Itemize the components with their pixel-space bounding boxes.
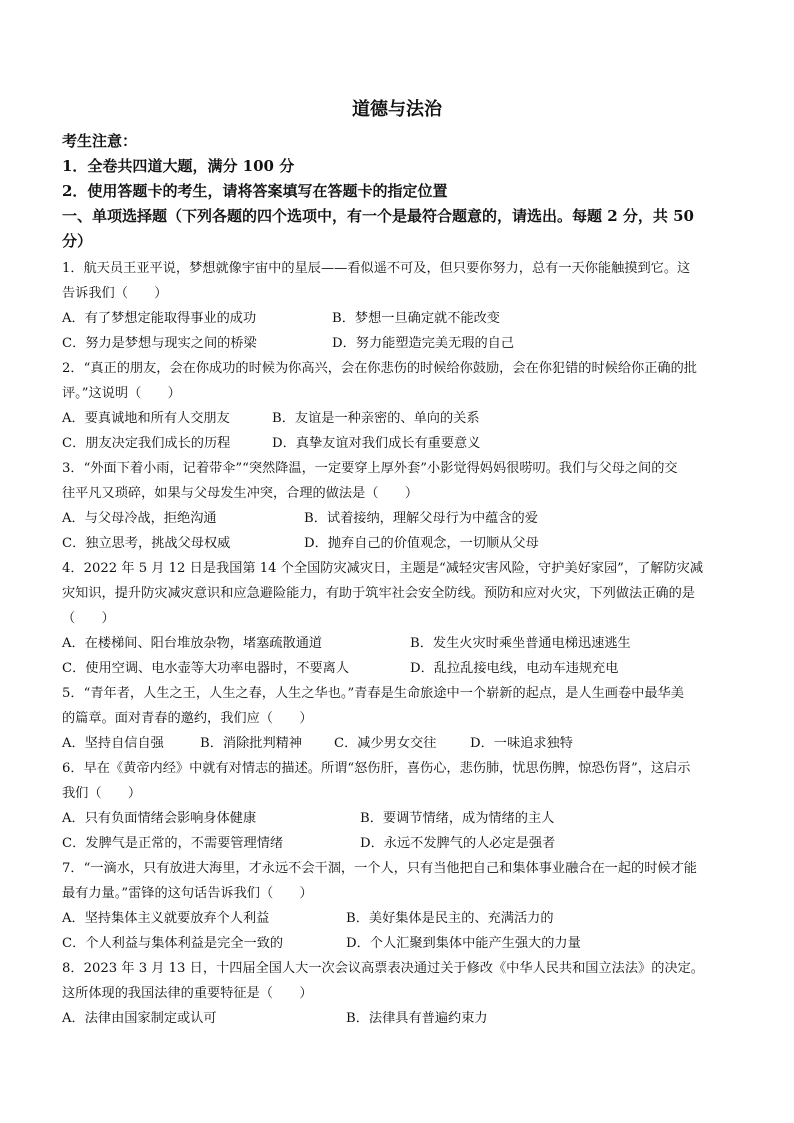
question-text: 告诉我们（ ） [62, 286, 168, 301]
option-c[interactable]: C．个人利益与集体利益是完全一致的 [62, 936, 284, 951]
question-text: 4．2022 年 5 月 12 日是我国第 14 个全国防灾减灾日，主题是“减轻灾害风险，守护美好家园”，了解防灾减 [62, 561, 704, 576]
notice-item-2: 2．使用答题卡的考生，请将答案填写在答题卡的指定位置 [62, 182, 448, 200]
question-text: 灾知识，提升防灾减灾意识和应急避险能力，有助于筑牢社会安全防线。预防和应对火灾，下列做法正确的是 [62, 586, 695, 601]
option-c[interactable]: C．使用空调、电水壶等大功率电器时，不要离人 [62, 661, 350, 676]
question-text: 7．“一滴水，只有放进大海里，才永远不会干涸，一个人，只有当他把自己和集体事业融合在一起的时候才能 [62, 861, 697, 876]
question-text: 往平凡又琐碎，如果与父母发生冲突，合理的做法是（ ） [62, 486, 419, 501]
question-6 [62, 756, 738, 856]
question-text: 的篇章。面对青春的邀约，我们应（ ） [62, 711, 313, 726]
question-text: 2．“真正的朋友，会在你成功的时候为你高兴，会在你悲伤的时候给你鼓励，会在你犯错的时候给你正确的批 [62, 361, 697, 376]
option-b[interactable]: B．消除批判精神 [200, 736, 303, 751]
option-d[interactable]: D．一味追求独特 [470, 736, 573, 751]
option-c[interactable]: C．朋友决定我们成长的历程 [62, 436, 231, 451]
option-d[interactable]: D．永远不发脾气的人必定是强者 [360, 836, 556, 851]
question-text: 评。”这说明（ ） [62, 386, 181, 401]
question-1 [62, 256, 738, 356]
option-d[interactable]: D．真挚友谊对我们成长有重要意义 [272, 436, 481, 451]
option-a[interactable]: A．坚持自信自强 [62, 736, 164, 751]
question-4 [62, 556, 738, 681]
option-b[interactable]: B．梦想一旦确定就不能改变 [332, 311, 500, 326]
question-7 [62, 856, 738, 956]
question-text: （ ） [62, 611, 115, 626]
question-text: 这所体现的我国法律的重要特征是（ ） [62, 986, 313, 1001]
question-text: 6．早在《黄帝内经》中就有对情志的描述。所谓“怒伤肝，喜伤心，悲伤肺，忧思伤脾，惊恐伤肾”，这启示 [62, 761, 691, 776]
option-d[interactable]: D．努力能塑造完美无瑕的自己 [332, 336, 515, 351]
option-a[interactable]: A．有了梦想定能取得事业的成功 [62, 311, 257, 326]
section-heading-cont: 分） [62, 232, 93, 250]
option-d[interactable]: D．乱拉乱接电线，电动车违规充电 [410, 661, 619, 676]
question-text: 最有力量。”雷锋的这句话告诉我们（ ） [62, 886, 313, 901]
question-8 [62, 956, 738, 1031]
option-a[interactable]: A．在楼梯间、阳台堆放杂物，堵塞疏散通道 [62, 636, 323, 651]
option-b[interactable]: B．美好集体是民主的、充满活力的 [346, 911, 554, 926]
option-a[interactable]: A．坚持集体主义就要放弃个人利益 [62, 911, 270, 926]
option-a[interactable]: A．法律由国家制定或认可 [62, 1011, 217, 1026]
question-text: 1．航天员王亚平说，梦想就像宇宙中的星辰——看似遥不可及，但只要你努力，总有一天你能触摸到它。这 [62, 261, 691, 276]
option-b[interactable]: B．友谊是一种亲密的、单向的关系 [272, 411, 480, 426]
option-c[interactable]: C．发脾气是正常的，不需要管理情绪 [62, 836, 284, 851]
page-title: 道德与法治 [352, 99, 442, 120]
option-a[interactable]: A．只有负面情绪会影响身体健康 [62, 811, 257, 826]
notice-item-1: 1．全卷共四道大题，满分 100 分 [62, 157, 295, 175]
question-5 [62, 681, 738, 756]
question-text: 8．2023 年 3 月 13 日，十四届全国人大一次会议高票表决通过关于修改《中华人民共和国立法法》的决定。 [62, 961, 704, 976]
option-c[interactable]: C．减少男女交往 [334, 736, 437, 751]
question-2 [62, 356, 738, 456]
option-c[interactable]: C．独立思考，挑战父母权威 [62, 536, 231, 551]
option-b[interactable]: B．法律具有普遍约束力 [346, 1011, 488, 1026]
question-3 [62, 456, 738, 556]
option-b[interactable]: B．要调节情绪，成为情绪的主人 [360, 811, 555, 826]
option-a[interactable]: A．要真诚地和所有人交朋友 [62, 411, 230, 426]
option-c[interactable]: C．努力是梦想与现实之间的桥梁 [62, 336, 257, 351]
option-a[interactable]: A．与父母冷战，拒绝沟通 [62, 511, 217, 526]
option-d[interactable]: D．个人汇聚到集体中能产生强大的力量 [346, 936, 581, 951]
option-d[interactable]: D．抛弃自己的价值观念，一切顺从父母 [304, 536, 539, 551]
option-b[interactable]: B．试着接纳，理解父母行为中蕴含的爱 [304, 511, 538, 526]
question-text: 3．“外面下着小雨，记着带伞”“突然降温，一定要穿上厚外套”小影觉得妈妈很唠叨。我们与父母之间的交 [62, 461, 678, 476]
section-heading: 一、单项选择题（下列各题的四个选项中，有一个是最符合题意的，请选出。每题 2 分，共 50 [62, 207, 694, 225]
question-text: 5．“青年者，人生之王，人生之春，人生之华也。”青春是生命旅途中一个崭新的起点，是人生画卷中最华美 [62, 686, 684, 701]
option-b[interactable]: B．发生火灾时乘坐普通电梯迅速逃生 [410, 636, 631, 651]
question-text: 我们（ ） [62, 786, 142, 801]
notice-heading: 考生注意： [62, 132, 138, 150]
